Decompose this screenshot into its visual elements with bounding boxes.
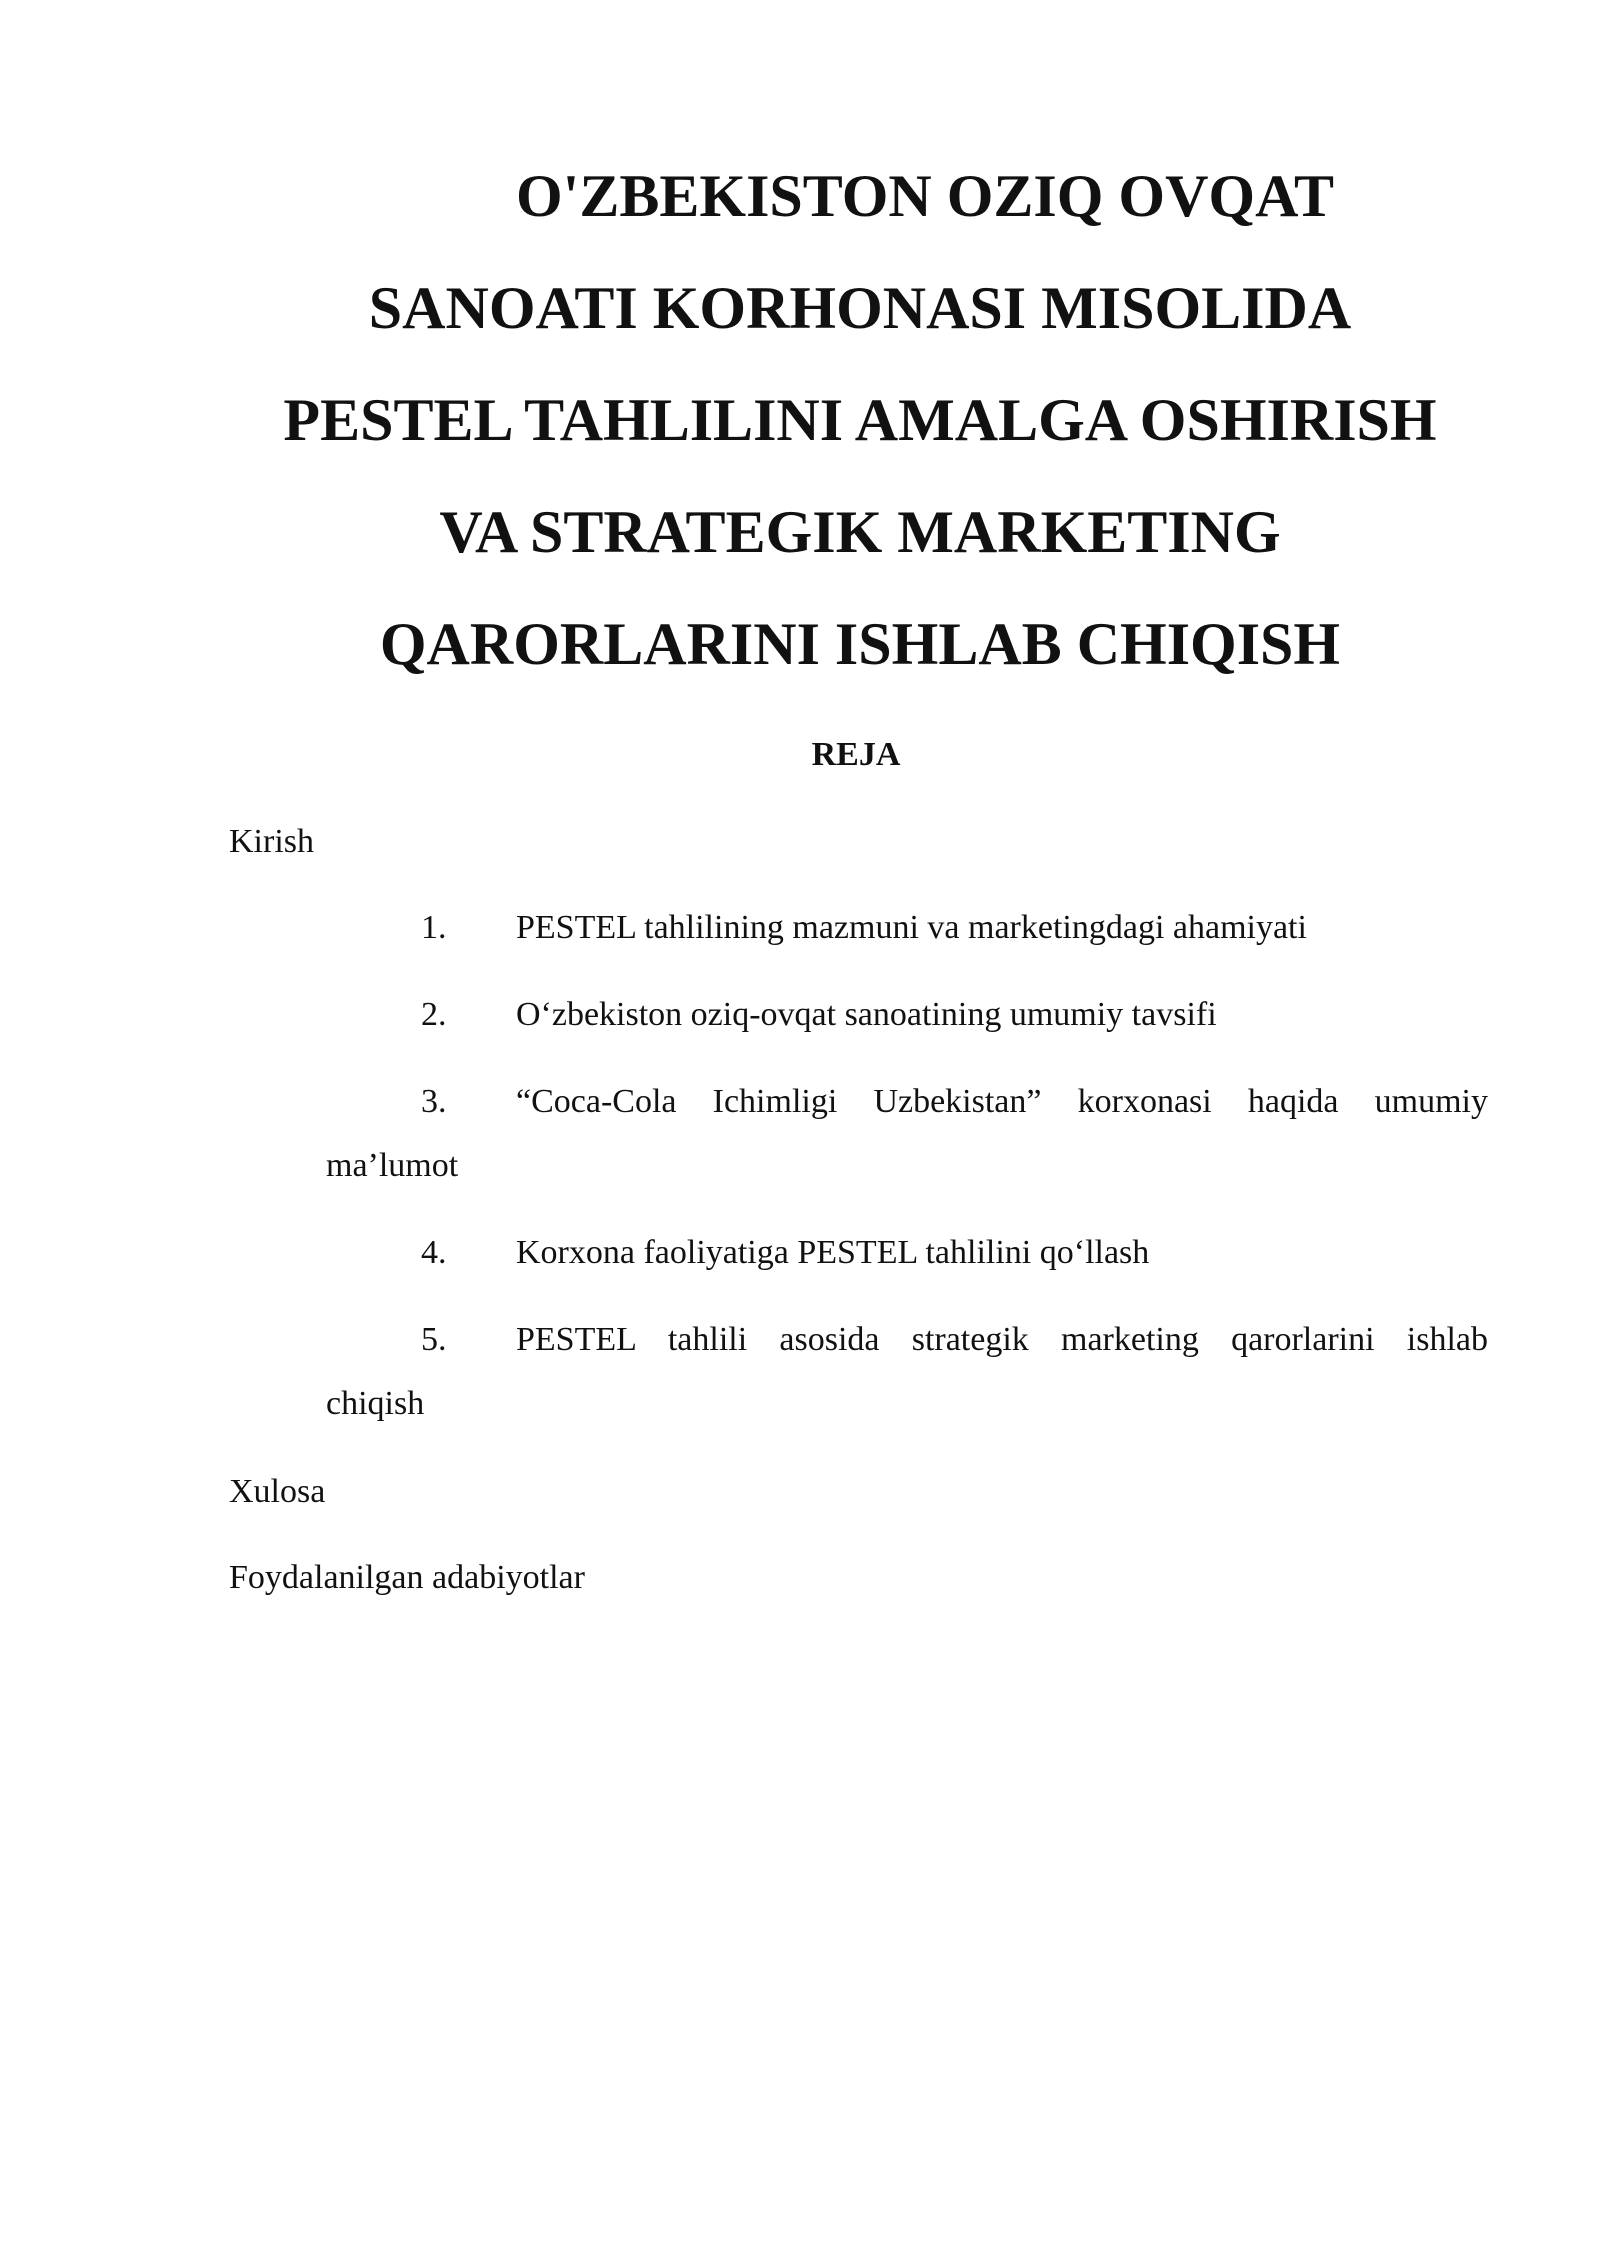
plan-item-text: Korxona faoliyatiga PESTEL tahlilini qo‘llash <box>516 1234 1150 1271</box>
plan-item-3 <box>326 1082 1488 1186</box>
title-line-3: PESTEL TAHLILINI AMALGA OSHIRISH <box>283 387 1437 453</box>
intro-entry: Kirish <box>229 823 314 860</box>
conclusion-entry: Xulosa <box>229 1473 326 1510</box>
title-line-2: SANOATI KORHONASI MISOLIDA <box>368 275 1352 341</box>
plan-heading: REJA <box>811 736 901 773</box>
plan-item-continuation: chiqish <box>326 1385 425 1422</box>
plan-item-number: 3. <box>421 1083 447 1120</box>
title-line-1: O'ZBEKISTON OZIQ OVQAT <box>516 163 1334 229</box>
plan-item-number: 5. <box>421 1321 447 1358</box>
plan-item-number: 1. <box>421 909 447 946</box>
plan-item-5 <box>326 1320 1488 1424</box>
plan-item-continuation: ma’lumot <box>326 1147 459 1184</box>
plan-item-number: 4. <box>421 1234 447 1271</box>
title-line-5: QARORLARINI ISHLAB CHIQISH <box>379 611 1341 677</box>
title-line-4: VA STRATEGIK MARKETING <box>439 499 1281 565</box>
plan-item-text: O‘zbekiston oziq-ovqat sanoatining umumiy tavsifi <box>516 996 1217 1033</box>
plan-item-4 <box>326 1233 1488 1273</box>
plan-item-text: PESTEL tahlili asosida strategik marketing qarorlarini ishlab <box>516 1321 1488 1358</box>
plan-item-number: 2. <box>421 996 447 1033</box>
plan-item-text: “Coca-Cola Ichimligi Uzbekistan” korxonasi haqida umumiy <box>516 1083 1488 1120</box>
plan-item-1 <box>326 908 1488 948</box>
plan-item-2 <box>326 995 1488 1035</box>
plan-item-text: PESTEL tahlilining mazmuni va marketingdagi ahamiyati <box>516 909 1307 946</box>
references-entry: Foydalanilgan adabiyotlar <box>229 1559 585 1596</box>
document-title <box>200 140 1520 700</box>
